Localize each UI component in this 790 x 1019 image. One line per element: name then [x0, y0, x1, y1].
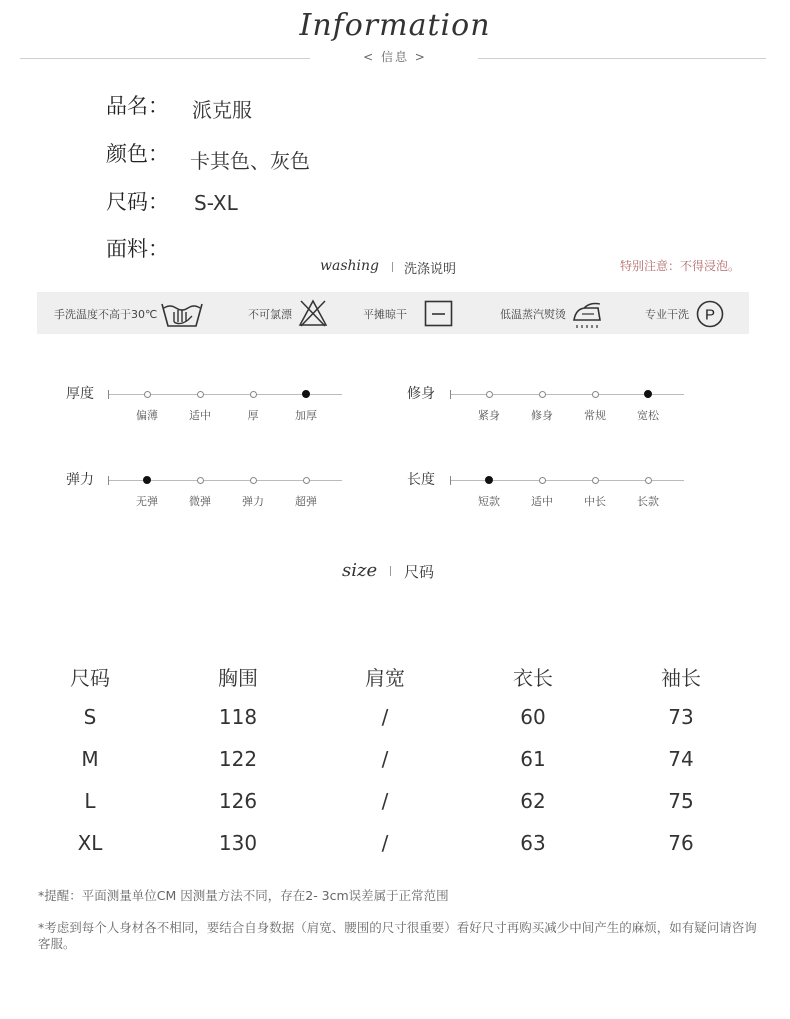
size-header-cell: 肩宽 [365, 666, 405, 690]
size-header-cell: 尺码 [70, 666, 110, 690]
scale-name-thickness: 厚度 [66, 386, 94, 402]
size-table-cell: M [81, 747, 99, 771]
scale-option-elasticity-1: 微弹 [189, 495, 211, 508]
scale-option-elasticity-0: 无弹 [136, 495, 158, 508]
hand-wash-icon [160, 298, 204, 330]
size-table-cell: 126 [218, 789, 258, 813]
size-table-cell: 122 [218, 747, 258, 771]
scale-dot-elasticity-1 [197, 477, 204, 484]
scale-option-elasticity-2: 弹力 [242, 495, 264, 508]
scale-option-length-1: 适中 [531, 495, 553, 508]
steam-iron-icon [570, 298, 604, 330]
scale-dot-length-0 [485, 476, 493, 484]
scale-start-tick-length [450, 476, 451, 485]
care-label-dry-clean: 专业干洗 [645, 308, 689, 321]
dry-flat-icon [424, 300, 454, 328]
size-table-cell: / [381, 705, 389, 729]
scale-name-length: 长度 [407, 472, 435, 488]
size-title-cn: 尺码 [404, 563, 435, 581]
size-table-cell: 118 [218, 705, 258, 729]
size-table-cell: S [83, 705, 97, 729]
info-value-color: 卡其色、灰色 [190, 149, 310, 173]
care-label-hand-wash: 手洗温度不高于30℃ [54, 308, 158, 321]
scale-start-tick-fit [450, 390, 451, 399]
scale-dot-elasticity-2 [250, 477, 257, 484]
scale-dot-length-3 [645, 477, 652, 484]
scale-dot-fit-1 [539, 391, 546, 398]
size-header-cell: 衣长 [513, 666, 553, 690]
note-measurement: *提醒：平面测量单位CM 因测量方法不同，存在2- 3cm误差属于正常范围 [38, 888, 449, 903]
size-table-cell: 75 [668, 789, 694, 813]
size-table-cell: 61 [520, 747, 546, 771]
info-value-size: S-XL [194, 191, 238, 215]
size-table-cell: / [381, 789, 389, 813]
scale-dot-thickness-2 [250, 391, 257, 398]
size-table-cell: 73 [668, 705, 694, 729]
scale-dot-fit-3 [644, 390, 652, 398]
washing-title: washing [320, 258, 379, 274]
washing-title-cn: 洗涤说明 [404, 262, 457, 277]
size-table-cell: 130 [218, 831, 258, 855]
scale-dot-thickness-3 [302, 390, 310, 398]
size-table-cell: XL [77, 831, 103, 855]
scale-name-elasticity: 弹力 [66, 472, 94, 488]
scale-dot-fit-2 [592, 391, 599, 398]
size-table-cell: 60 [520, 705, 546, 729]
size-table-cell: 62 [520, 789, 546, 813]
scale-dot-length-2 [592, 477, 599, 484]
scale-option-fit-2: 常规 [584, 409, 606, 422]
size-header-cell: 胸围 [218, 666, 258, 690]
scale-start-tick-elasticity [108, 476, 109, 485]
scale-option-fit-3: 宽松 [637, 409, 659, 422]
scale-option-elasticity-3: 超弹 [295, 495, 317, 508]
scale-name-fit: 修身 [407, 386, 435, 402]
scale-dot-elasticity-3 [303, 477, 310, 484]
scale-dot-fit-0 [486, 391, 493, 398]
scale-option-length-2: 中长 [584, 495, 606, 508]
scale-dot-thickness-1 [197, 391, 204, 398]
care-label-no-bleach: 不可氯漂 [248, 308, 292, 321]
washing-divider [392, 262, 393, 272]
size-table-cell: / [381, 831, 389, 855]
scale-option-thickness-2: 厚 [247, 409, 259, 422]
scale-dot-length-1 [539, 477, 546, 484]
scale-option-thickness-0: 偏薄 [136, 409, 158, 422]
scale-option-length-0: 短款 [478, 495, 500, 508]
header-title: Information [299, 8, 491, 43]
dry-clean-p-icon [696, 300, 724, 328]
scale-dot-elasticity-0 [143, 476, 151, 484]
info-label-size: 尺码： [106, 190, 169, 214]
size-table-cell: 63 [520, 831, 546, 855]
info-label-name: 品名： [106, 94, 169, 118]
size-header-cell: 袖长 [661, 666, 701, 690]
size-table-cell: 76 [668, 831, 694, 855]
care-label-steam-iron: 低温蒸汽熨烫 [500, 308, 566, 321]
no-bleach-icon [298, 299, 328, 327]
size-divider [390, 566, 391, 576]
scale-option-fit-0: 紧身 [478, 409, 500, 422]
size-table-cell: L [84, 789, 96, 813]
scale-option-thickness-1: 适中 [189, 409, 211, 422]
header-subtitle: < 信息 > [363, 50, 427, 64]
scale-start-tick-thickness [108, 390, 109, 399]
info-label-color: 颜色： [106, 142, 169, 166]
scale-option-length-3: 长款 [637, 495, 659, 508]
care-label-dry-flat: 平摊晾干 [363, 308, 407, 321]
scale-option-thickness-3: 加厚 [295, 409, 317, 422]
scale-option-fit-1: 修身 [531, 409, 553, 422]
info-label-fabric: 面料： [106, 237, 169, 261]
dry-clean-glyph: P [704, 306, 716, 324]
size-table-cell: 74 [668, 747, 694, 771]
size-table-cell: / [381, 747, 389, 771]
note-advice: *考虑到每个人身材各不相同，要结合自身数据（肩宽、腰围的尺寸很重要）看好尺寸再购买减少中间产生的麻烦，如有疑问请咨询客服。 [38, 920, 757, 951]
info-value-name: 派克服 [192, 98, 252, 122]
special-note: 特别注意：不得浸泡。 [620, 259, 741, 273]
scale-dot-thickness-0 [144, 391, 151, 398]
size-title: size [342, 560, 378, 581]
